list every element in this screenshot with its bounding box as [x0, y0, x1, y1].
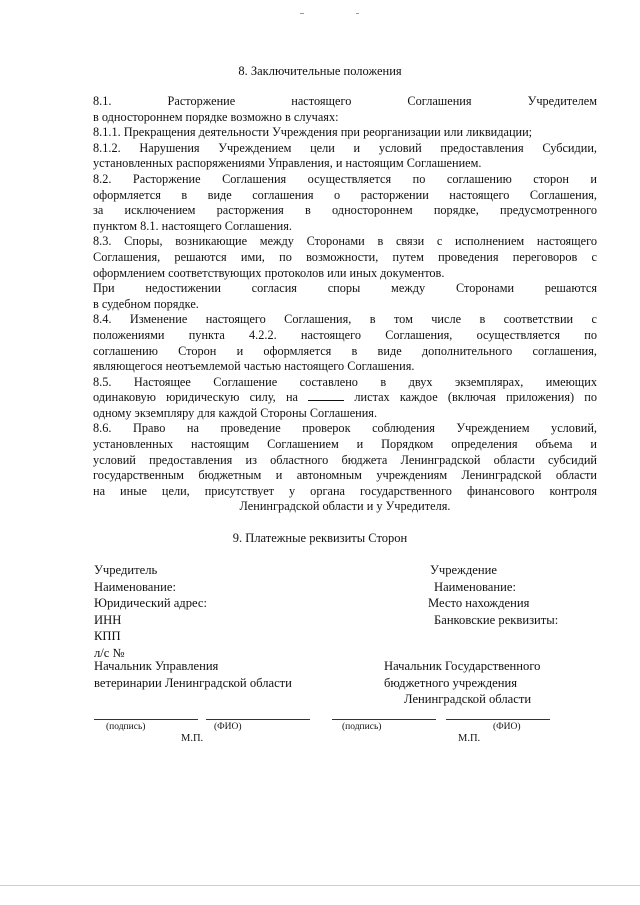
- paragraph-line: являющегося неотъемлемой частью настоящего Соглашения.: [93, 359, 415, 374]
- section-8-body: [93, 94, 597, 515]
- institution-signatory: [384, 658, 540, 708]
- paragraph-line: соглашению Сторон и оформляется в виде дополнительного соглашения,: [93, 343, 597, 358]
- paragraph-line: 8.1.2. Нарушения Учреждением цели и условий предоставления Субсидии,: [93, 140, 597, 155]
- fio-line: [206, 719, 310, 720]
- paragraph-line: установленных настоящим Соглашением и Порядком определения объема и: [93, 437, 597, 452]
- paragraph-line: При недостижении согласия споры между Сторонами решаются: [93, 281, 597, 296]
- founder-heading: Учредитель: [94, 563, 158, 577]
- section-8-title: 8. Заключительные положения: [238, 64, 402, 78]
- paragraph-line: 8.6. Право на проведение проверок соблюдения Учреждением условий,: [93, 421, 597, 436]
- founder-name-label: Наименование:: [94, 579, 176, 594]
- paragraph-line: в одностороннем порядке возможно в случаях:: [93, 109, 339, 124]
- paragraph-line: пунктом 8.1. настоящего Соглашения.: [93, 218, 292, 233]
- text-fragment: одинаковую юридическую силу, на: [93, 390, 298, 405]
- founder-kpp-label: КПП: [94, 629, 121, 644]
- signature-caption: (подпись): [342, 722, 382, 732]
- paragraph-line: 8.1. Расторжение настоящего Соглашения Учредителем: [93, 94, 597, 108]
- blank-field: [308, 390, 344, 401]
- institution-position: Ленинградской области: [404, 692, 532, 707]
- fio-caption: (ФИО): [214, 722, 242, 732]
- founder-position: ветеринарии Ленинградской области: [94, 675, 292, 690]
- signature-line: [94, 719, 198, 720]
- scan-border: [0, 885, 640, 886]
- paragraph-line: установленных распоряжениями Управления, и настоящим Соглашением.: [93, 156, 482, 171]
- paragraph-line: за исключением расторжения в одностороннем порядке, предусмотренного: [93, 203, 597, 218]
- founder-account-label: л/с №: [94, 645, 125, 660]
- institution-position: бюджетного учреждения: [384, 675, 518, 690]
- founder-signatory: [94, 658, 292, 691]
- paragraph-line: 8.2. Расторжение Соглашения осуществляется по соглашению сторон и: [93, 171, 597, 186]
- paragraph-line: положениями пункта 4.2.2. настоящего Соглашения, осуществляется по: [93, 327, 597, 342]
- paragraph-line: 8.4. Изменение настоящего Соглашения, в том числе в соответствии с: [93, 312, 597, 327]
- founder-details: [94, 562, 207, 662]
- text-fragment: листах каждое (включая приложения) по: [354, 390, 597, 405]
- paragraph-line: оформлением соответствующих протоколов или иных документов.: [93, 265, 445, 280]
- signature-line: [332, 719, 436, 720]
- paragraph-line-with-blank: [93, 390, 597, 406]
- stamp-place-label: М.П.: [181, 733, 204, 744]
- paragraph-line: на иные цели, присутствует у органа государственного финансового контроля: [93, 483, 597, 498]
- paragraph-line: одному экземпляру для каждой Стороны Соглашения.: [93, 405, 378, 420]
- institution-heading: Учреждение: [430, 563, 497, 577]
- paragraph-line: 8.3. Споры, возникающие между Сторонами в связи с исполнением настоящего: [93, 234, 597, 249]
- paragraph-line: 8.5. Настоящее Соглашение составлено в двух экземплярах, имеющих: [93, 374, 597, 389]
- founder-address-label: Юридический адрес:: [94, 596, 207, 611]
- fio-caption: (ФИО): [493, 722, 521, 732]
- signature-caption: (подпись): [106, 722, 146, 732]
- institution-bank-label: Банковские реквизиты:: [434, 612, 559, 627]
- founder-inn-label: ИНН: [94, 612, 122, 627]
- founder-position: Начальник Управления: [94, 659, 219, 673]
- paragraph-line: оформляется в виде соглашения о расторжении настоящего Соглашения,: [93, 187, 597, 202]
- paragraph-line: государственным бюджетным и автономным учреждениям Ленинградской области: [93, 468, 597, 483]
- paragraph-line: условий предоставления из областного бюджета Ленинградской области субсидий: [93, 452, 597, 467]
- paragraph-line: Ленинградской области и у Учредителя.: [239, 499, 451, 514]
- institution-location-label: Место нахождения: [428, 596, 530, 611]
- institution-details: [430, 562, 558, 628]
- institution-name-label: Наименование:: [434, 579, 516, 594]
- scan-artifact: [356, 13, 359, 14]
- institution-position: Начальник Государственного: [384, 659, 541, 673]
- paragraph-line: в судебном порядке.: [93, 296, 199, 311]
- stamp-place-label: М.П.: [458, 733, 481, 744]
- paragraph-line: Соглашения, решаются ими, по возможности, путем проведения переговоров с: [93, 249, 597, 264]
- fio-line: [446, 719, 550, 720]
- section-9-title: 9. Платежные реквизиты Сторон: [232, 531, 408, 545]
- paragraph-line: 8.1.1. Прекращения деятельности Учреждения при реорганизации или ликвидации;: [93, 125, 533, 140]
- scan-artifact: [300, 13, 304, 14]
